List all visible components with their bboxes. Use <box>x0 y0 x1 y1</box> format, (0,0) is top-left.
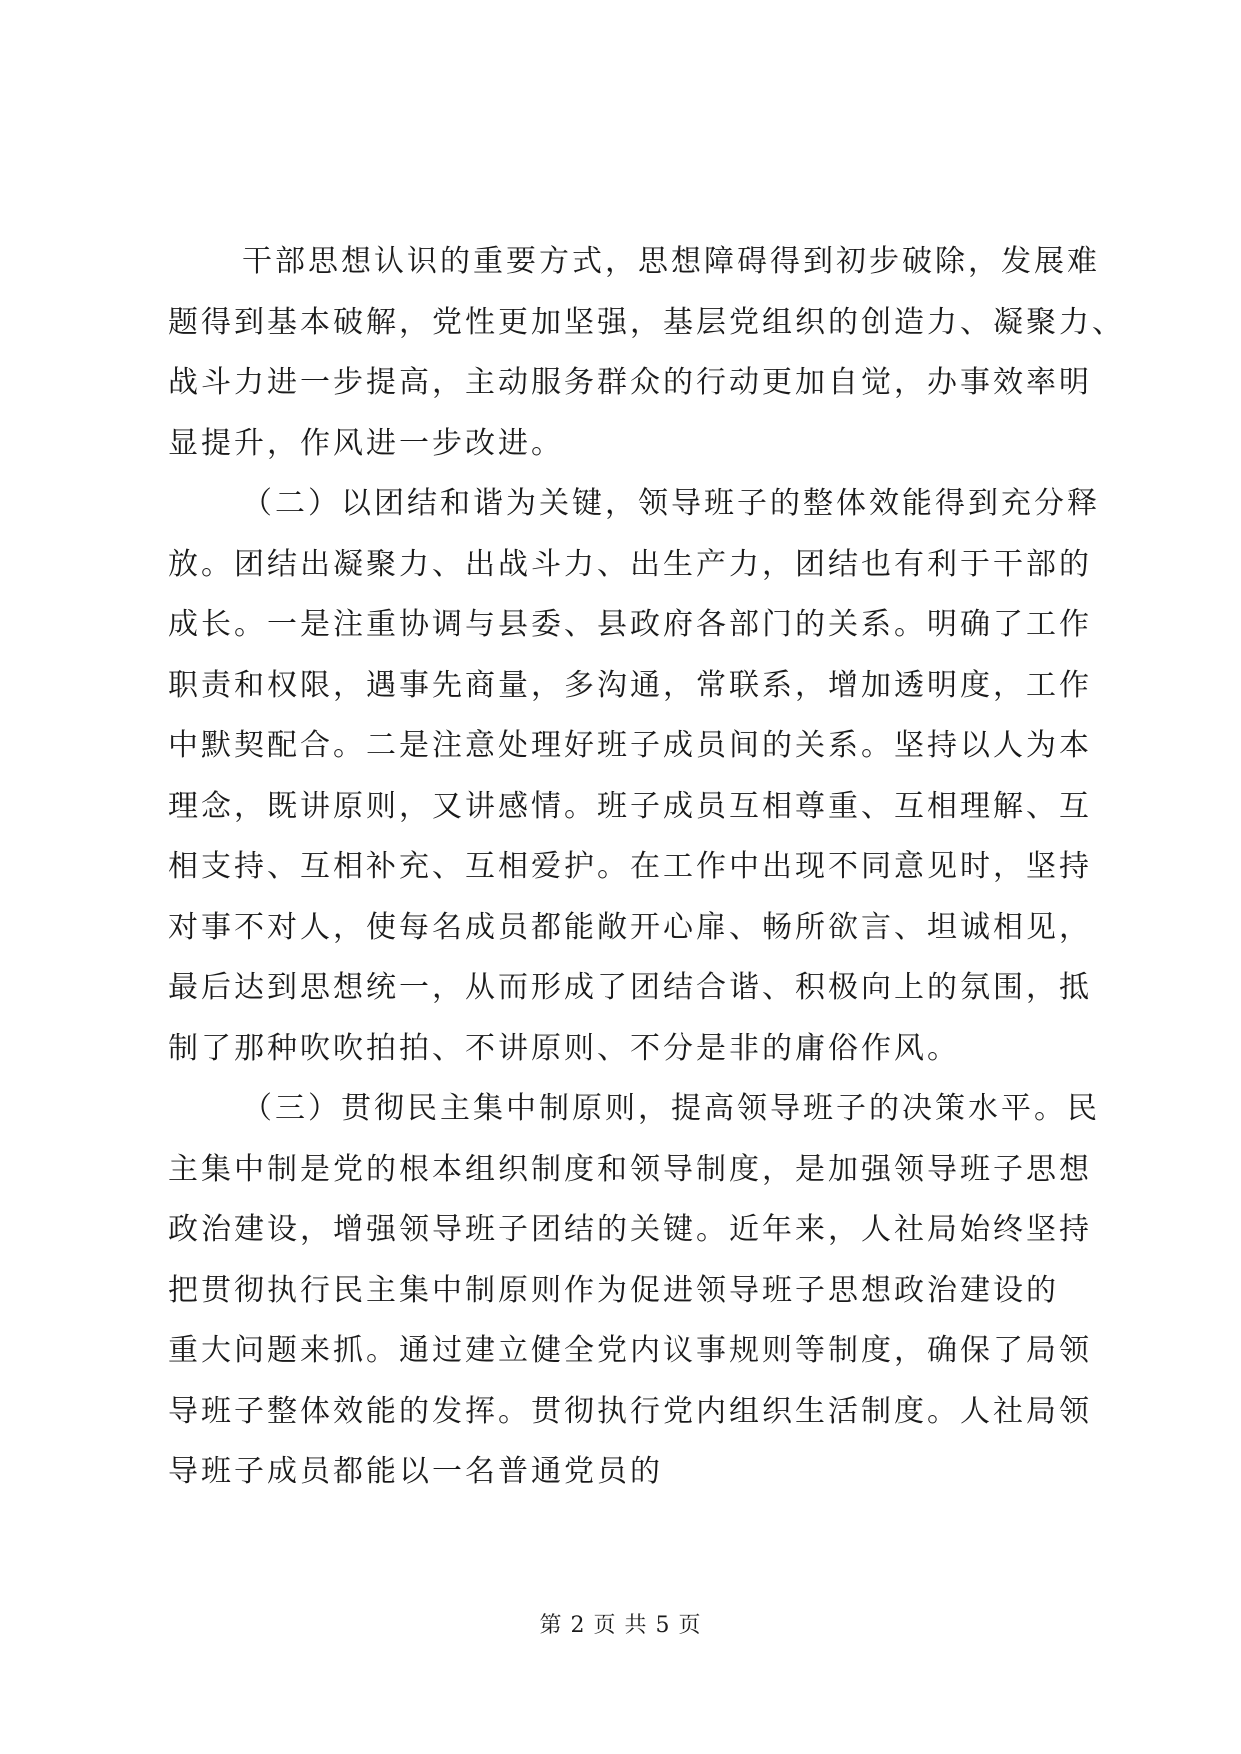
body-text <box>168 232 1125 1503</box>
text-line: 中默契配合。二是注意处理好班子成员间的关系。坚持以人为本 <box>168 728 1092 763</box>
page-number-footer: 第 2 页 共 5 页 <box>539 1613 702 1638</box>
text-line: 干部思想认识的重要方式，思想障碍得到初步破除，发展难 <box>242 244 1100 279</box>
text-line: 政治建设，增强领导班子团结的关键。近年来，人社局始终坚持 <box>168 1212 1092 1247</box>
text-line: 制了那种吹吹拍拍、不讲原则、不分是非的庸俗作风。 <box>168 1030 960 1066</box>
section-heading-line: （二）以团结和谐为关键，领导班子的整体效能得到充分释 <box>242 486 1100 521</box>
text-line: 把贯彻执行民主集中制原则作为促进领导班子思想政治建设的 <box>168 1272 1059 1308</box>
text-line: 主集中制是党的根本组织制度和领导制度，是加强领导班子思想 <box>168 1151 1092 1187</box>
text-line: 成长。一是注重协调与县委、县政府各部门的关系。明确了工作 <box>168 607 1092 642</box>
text-line: 对事不对人，使每名成员都能敞开心扉、畅所欲言、坦诚相见， <box>168 909 1092 945</box>
text-line: 导班子成员都能以一名普通党员的 <box>168 1454 663 1489</box>
text-line: 相支持、互相补充、互相爱护。在工作中出现不同意见时，坚持 <box>168 849 1092 884</box>
text-line: 放。团结出凝聚力、出战斗力、出生产力，团结也有利于干部的 <box>168 546 1092 582</box>
text-line: 理念，既讲原则，又讲感情。班子成员互相尊重、互相理解、互 <box>168 788 1092 824</box>
text-line: 显提升，作风进一步改进。 <box>168 425 564 461</box>
text-line: 战斗力进一步提高，主动服务群众的行动更加自觉，办事效率明 <box>168 365 1092 400</box>
text-line: 最后达到思想统一，从而形成了团结合谐、积极向上的氛围，抵 <box>168 970 1092 1005</box>
text-line: 题得到基本破解，党性更加坚强，基层党组织的创造力、凝聚力、 <box>168 304 1125 340</box>
section-heading-line: （三）贯彻民主集中制原则，提高领导班子的决策水平。民 <box>242 1091 1100 1126</box>
text-line: 职责和权限，遇事先商量，多沟通，常联系，增加透明度，工作 <box>168 667 1092 703</box>
text-line: 导班子整体效能的发挥。贯彻执行党内组织生活制度。人社局领 <box>168 1393 1092 1429</box>
text-line: 重大问题来抓。通过建立健全党内议事规则等制度，确保了局领 <box>168 1333 1092 1368</box>
